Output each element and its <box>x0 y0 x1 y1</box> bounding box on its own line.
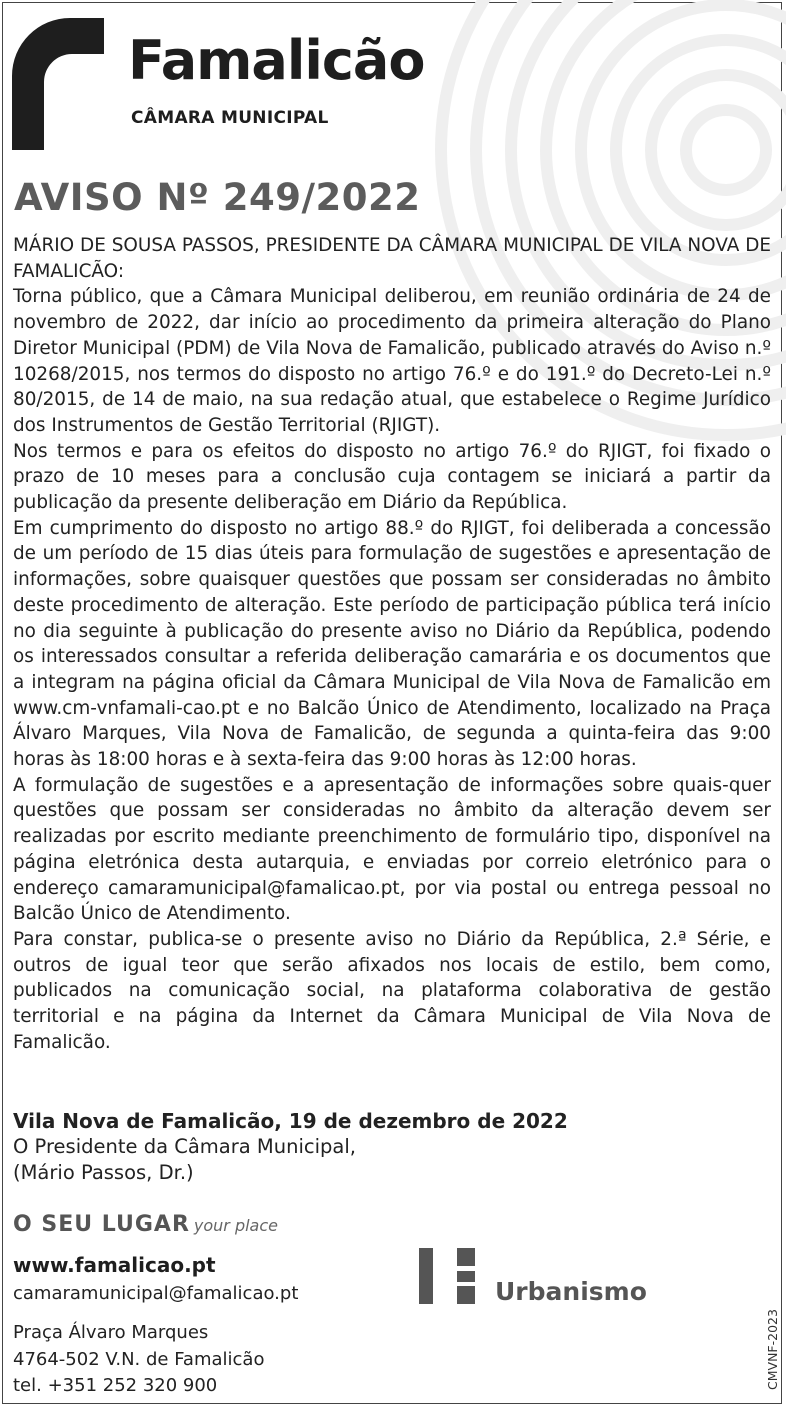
notice-paragraph: Nos termos e para os efeitos do disposto no artigo 76.º do RJIGT, foi fixado o prazo de 10 meses para a conclusão cuja contagem se iniciará a partir da publicação da presente deliberação em Diário da República. <box>13 440 771 514</box>
address-line: Praça Álvaro Marques <box>13 1322 209 1343</box>
notice-title: AVISO Nº 249/2022 <box>14 176 421 219</box>
address-block <box>13 1320 264 1400</box>
brand-name: Famalicão <box>128 29 425 92</box>
notice-paragraph: Torna público, que a Câmara Municipal deliberou, em reunião ordinária de 24 de novembro de 2022, dar início ao procedimento da primeira alteração do Plano Diretor Municipal (PDM) de Vila Nova de Famalicão, publicado através do Aviso n.º 10268/2015, nos termos do disposto no artigo 76.º e do 191.º do Decreto-Lei n.º 80/2015, de 14 de maio, na sua redação atual, que estabelece o Regime Jurídico dos Instrumentos de Gestão Territorial (RJIGT). <box>13 286 771 436</box>
phone: tel. +351 252 320 900 <box>13 1375 218 1396</box>
document-code: CMVNF-2023 <box>765 1309 780 1390</box>
address-line: 4764-502 V.N. de Famalicão <box>13 1348 265 1370</box>
famalicao-logo-icon <box>12 18 104 150</box>
brand-subtitle: CÂMARA MUNICIPAL <box>131 108 329 128</box>
signer-role: O Presidente da Câmara Municipal, <box>13 1135 356 1158</box>
signature-block <box>13 1108 773 1186</box>
notice-paragraph: Em cumprimento do disposto no artigo 88.º do RJIGT, foi deliberada a concessão de um período de 15 dias úteis para formulação de sugestões e apresentação de informações, sobre quaisquer questões que possam ser consideradas no âmbito deste procedimento de alteração. Este período de participação pública terá início no dia seguinte à publicação do presente aviso no Diário da República, podendo os interessados consultar a referida deliberação camarária e os documentos que a integram na página oficial da Câmara Municipal de Vila Nova de Famalicão em www.cm-vnfamali-cao.pt e no Balcão Único de Atendimento, localizado na Praça Álvaro Marques, Vila Nova de Famalicão, de segunda a quinta-feira das 9:00 horas às 18:00 horas e à sexta-feira das 9:00 horas às 12:00 horas. <box>13 517 771 771</box>
slogan <box>13 1212 278 1237</box>
email-link[interactable]: camaramunicipal@famalicao.pt <box>13 1283 299 1304</box>
notice-paragraph: MÁRIO DE SOUSA PASSOS, PRESIDENTE DA CÂMARA MUNICIPAL DE VILA NOVA DE FAMALICÃO: <box>13 235 771 282</box>
notice-paragraph: A formulação de sugestões e a apresentação de informações sobre quais-quer questões que possam ser consideradas no âmbito da alteração devem ser realizadas por escrito mediante preenchimento de formulário tipo, disponível na página eletrónica desta autarquia, e enviadas por correio eletrónico para o endereço camaramunicipal@famalicao.pt, por via postal ou entrega pessoal no Balcão Único de Atendimento. <box>13 774 771 925</box>
signer-name: (Mário Passos, Dr.) <box>13 1161 194 1184</box>
department-label: Urbanismo <box>495 1277 647 1306</box>
slogan-sub: your place <box>193 1216 278 1235</box>
notice-body <box>13 233 771 1056</box>
website-link[interactable]: www.famalicao.pt <box>13 1253 216 1277</box>
place-date: Vila Nova de Famalicão, 19 de dezembro de 2022 <box>13 1109 568 1133</box>
slogan-main: O SEU LUGAR <box>13 1212 190 1237</box>
notice-paragraph: Para constar, publica-se o presente aviso no Diário da República, 2.ª Série, e outros de igual teor que serão afixados nos locais de estilo, bem como, publicados na comunicação social, na plataforma colaborativa de gestão territorial e na página da Internet da Câmara Municipal de Vila Nova de Famalicão. <box>13 928 771 1053</box>
urbanismo-icon <box>419 1248 475 1304</box>
